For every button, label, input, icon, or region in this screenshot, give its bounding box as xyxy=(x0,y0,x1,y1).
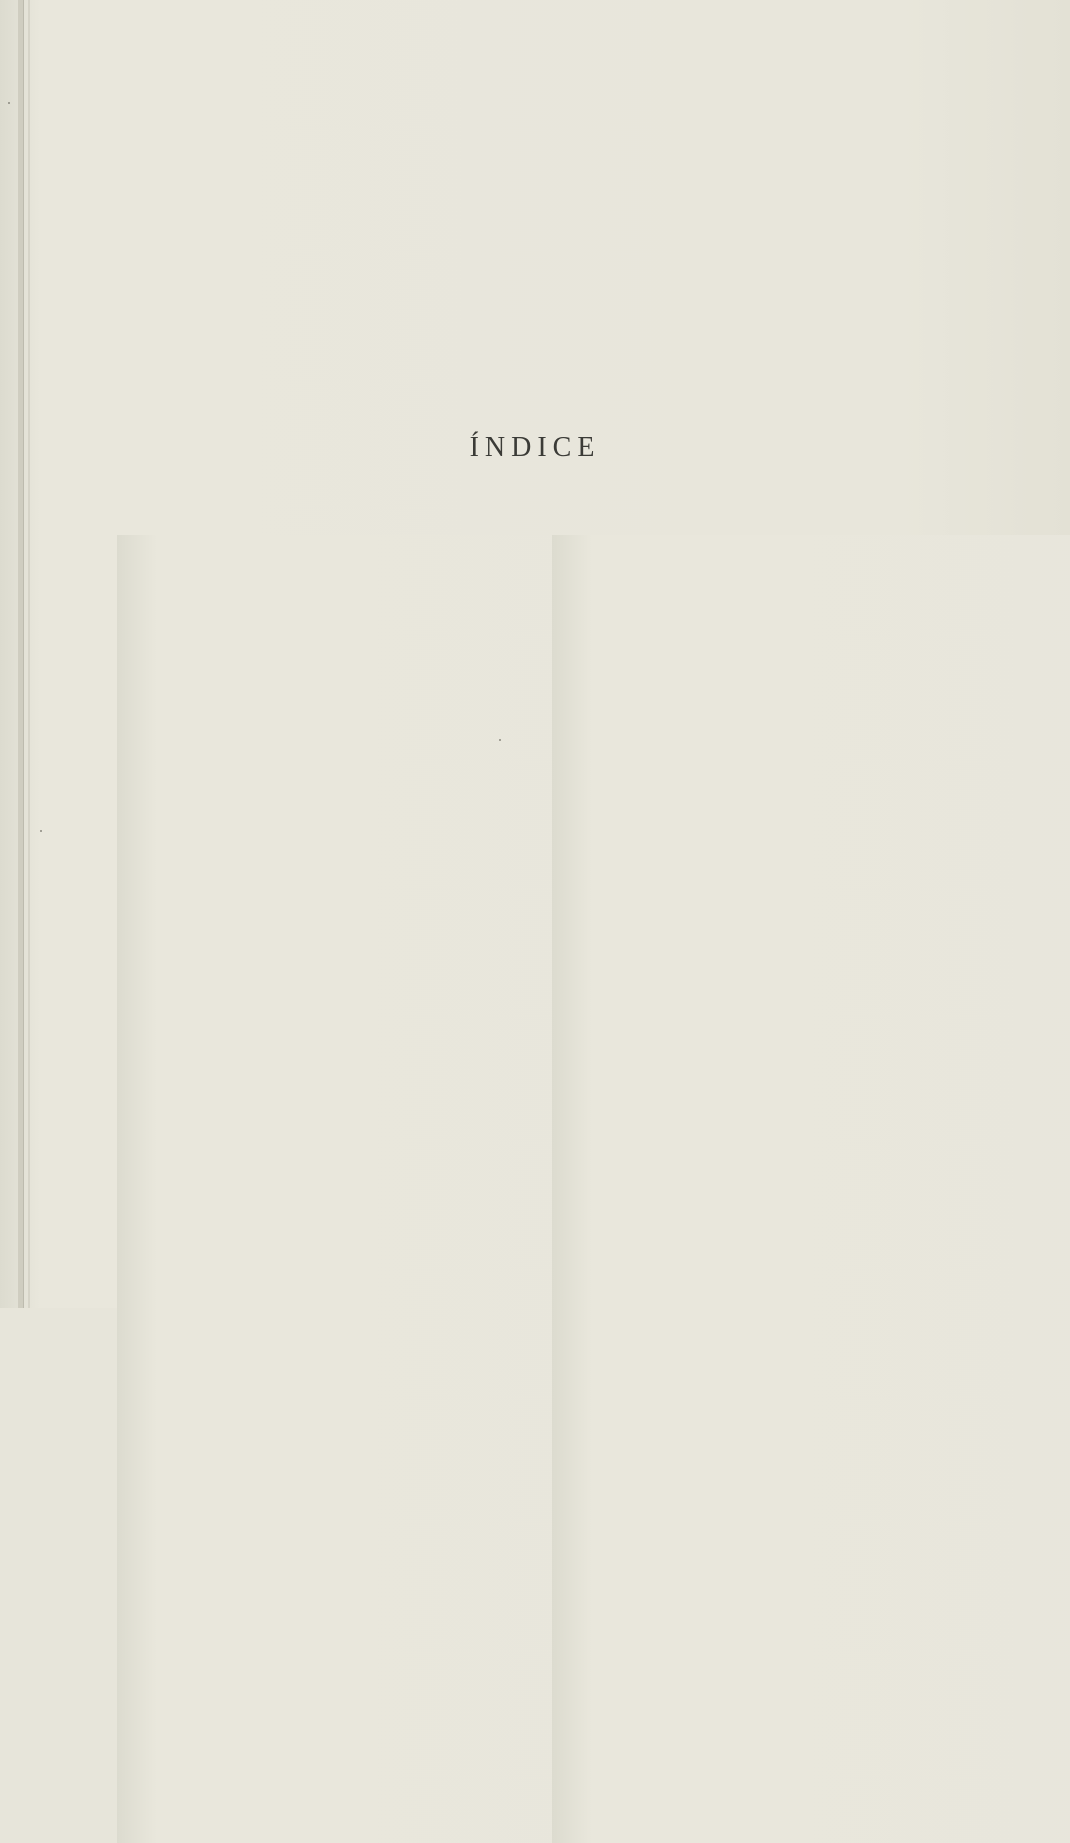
index-column-right xyxy=(552,535,891,717)
index-entry xyxy=(552,699,891,717)
entry-page xyxy=(552,535,1070,1843)
page-spine-shadow xyxy=(28,0,30,1308)
page-spine-edge xyxy=(18,0,24,1308)
paper-speck xyxy=(40,830,42,832)
index-entry xyxy=(117,699,484,717)
paper-speck xyxy=(499,739,501,741)
paper-speck xyxy=(8,102,10,104)
index-column-left xyxy=(117,535,484,717)
page-title: ÍNDICE xyxy=(469,432,601,463)
